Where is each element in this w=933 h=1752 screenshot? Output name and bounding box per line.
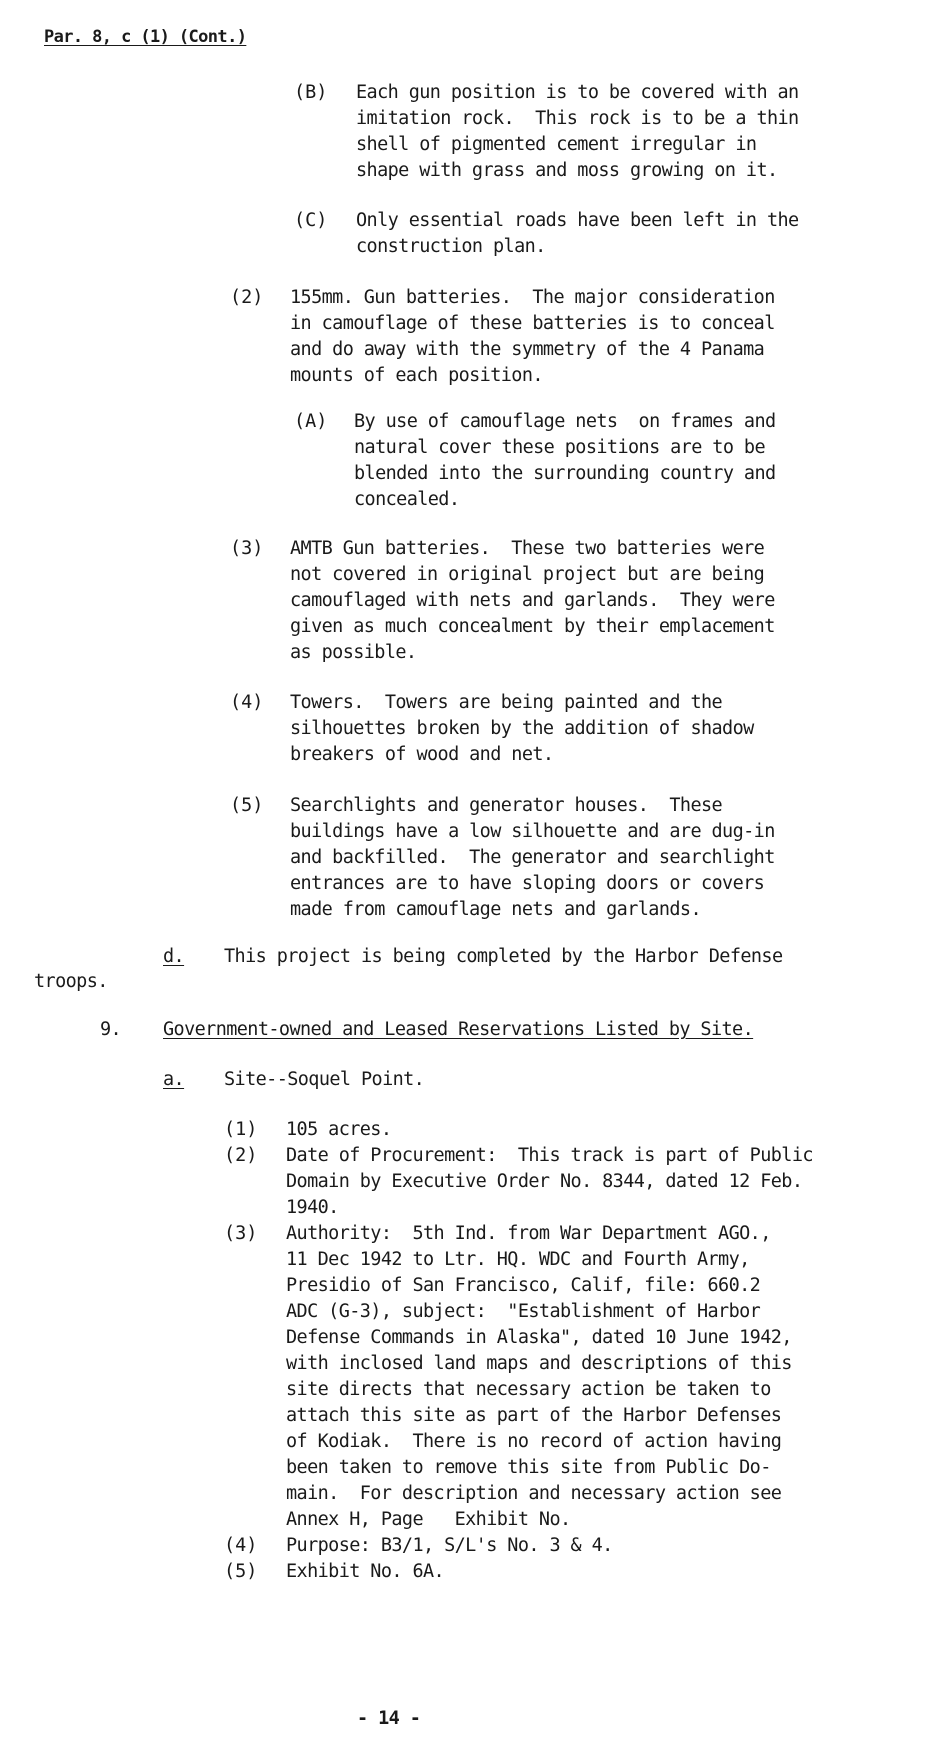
site-a-item-4-label: (4): [224, 1535, 258, 1556]
site-a-item-1-text: 105 acres.: [286, 1119, 392, 1140]
item-2-text: 155mm. Gun batteries. The major consideration in camouflage of these batteries is to conceal and do away with the symmetry of the 4 Panama mounts of each position.: [290, 287, 775, 386]
item-c-text: Only essential roads have been left in the construction plan.: [356, 210, 799, 257]
site-a-item-5-label: (5): [224, 1561, 258, 1582]
item-3-text: AMTB Gun batteries. These two batteries were not covered in original project but are being camouflaged with nets and garlands. They were given as much concealment by their emplacement as possible.: [290, 538, 775, 663]
site-a-item-4: [224, 1533, 813, 1559]
site-a-list: [224, 1117, 813, 1585]
item-b-text: Each gun position is to be covered with an imitation rock. This rock is to be a thin shell of pigmented cement irregular in shape with grass and moss growing on it.: [356, 82, 799, 181]
item-5-label: (5): [230, 795, 264, 816]
site-a-item-2-text: Date of Procurement: This track is part of Public Domain by Executive Order No. 8344, dated 12 Feb. 1940.: [286, 1145, 813, 1218]
item-4-label: (4): [230, 692, 264, 713]
item-2: [230, 285, 775, 389]
site-a-item-5: [224, 1559, 813, 1585]
site-a-item-3: [224, 1221, 813, 1533]
site-a-item-1-label: (1): [224, 1119, 258, 1140]
section-9-number: 9.: [100, 1019, 122, 1040]
site-a-item-3-text: Authority: 5th Ind. from War Department AGO., 11 Dec 1942 to Ltr. HQ. WDC and Fourth Army, Presidio of San Francisco, Calif, file: 660.2 ADC (G-3), subject: "Establishment of Harbor Defense Commands in Alaska", dated 10 June 1942, with inclosed land maps and descriptions of this site directs that necessary action be taken to attach this site as part of the Harbor Defenses of Kodiak. There is no record of action having been taken to remove this site from Public Do- main. For description and necessary action see Annex H, Page Exhibit No.: [286, 1223, 792, 1530]
item-c: [294, 208, 799, 260]
site-a-label: a.: [163, 1069, 185, 1090]
item-2a-text: By use of camouflage nets on frames and natural cover these positions are to be blended into the surrounding country and concealed.: [354, 411, 776, 510]
item-b: [294, 80, 799, 184]
item-5-text: Searchlights and generator houses. These buildings have a low silhouette and are dug-in and backfilled. The generator and searchlight entrances are to have sloping doors or covers made from camouflage nets and garlands.: [290, 795, 775, 920]
site-a-item-5-text: Exhibit No. 6A.: [286, 1561, 445, 1582]
item-3-label: (3): [230, 538, 264, 559]
item-2-label: (2): [230, 287, 264, 308]
section-d-line1: This project is being completed by the Harbor Defense: [224, 946, 783, 967]
item-4-text: Towers. Towers are being painted and the silhouettes broken by the addition of shadow breakers of wood and net.: [290, 692, 754, 765]
paragraph-reference: Par. 8, c (1) (Cont.): [44, 27, 247, 47]
section-d-label: d.: [163, 946, 185, 967]
site-a-item-2-label: (2): [224, 1145, 258, 1166]
item-c-label: (C): [294, 210, 328, 231]
item-3: [230, 536, 775, 666]
item-2a: [294, 409, 776, 513]
page-number: - 14 -: [357, 1708, 421, 1729]
site-a-title: Site--Soquel Point.: [224, 1069, 425, 1090]
section-d-line2: troops.: [34, 971, 108, 992]
site-a-item-4-text: Purpose: B3/1, S/L's No. 3 & 4.: [286, 1535, 613, 1556]
site-a-item-1: [224, 1117, 813, 1143]
item-4: [230, 690, 754, 768]
item-5: [230, 793, 775, 923]
item-b-label: (B): [294, 82, 328, 103]
site-a-item-3-label: (3): [224, 1223, 258, 1244]
item-2a-label: (A): [294, 411, 328, 432]
section-9-title: Government-owned and Leased Reservations Listed by Site.: [163, 1019, 754, 1040]
site-a-item-2: [224, 1143, 813, 1221]
